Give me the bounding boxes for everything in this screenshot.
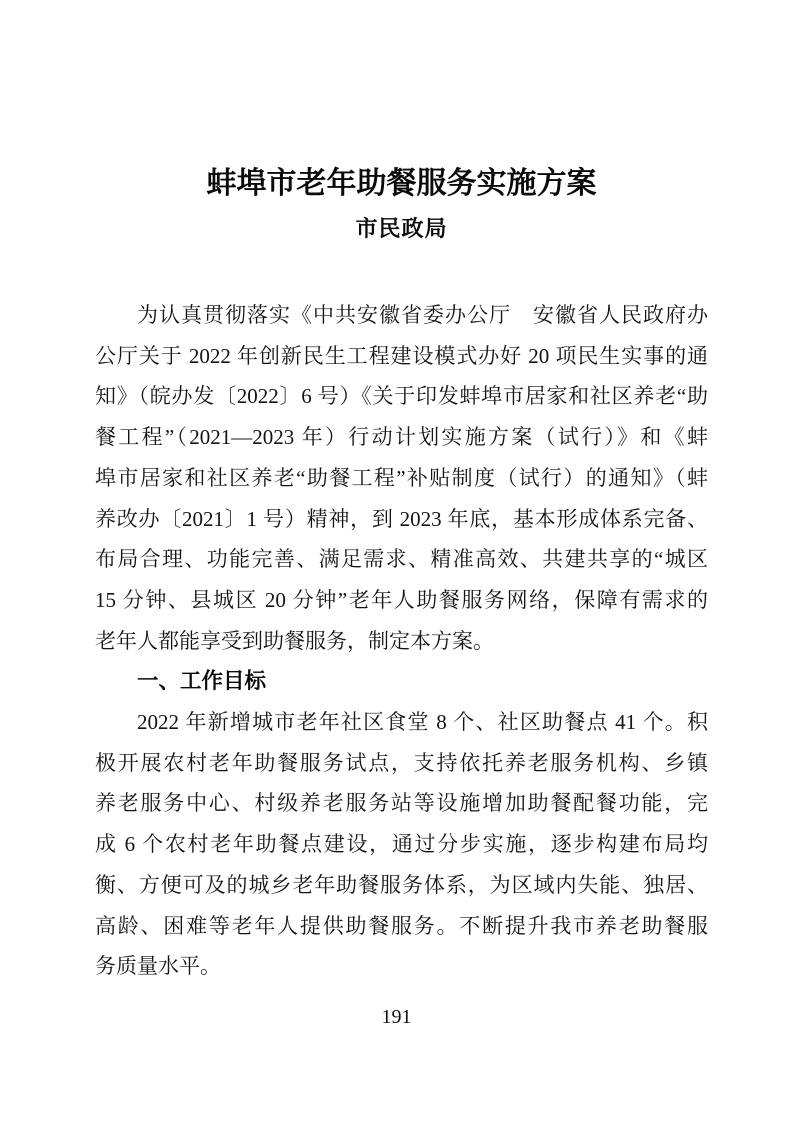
text-line: 养改办〔2021〕1 号）精神，到 2023 年底，基本形成体系完备、 bbox=[95, 506, 708, 531]
text-line: 养老服务中心、村级养老服务站等设施增加助餐配餐功能，完 bbox=[95, 791, 708, 816]
text-line: 餐工程”（2021—2023 年）行动计划实施方案（试行）》和《蚌 bbox=[95, 425, 708, 450]
text-line: 知》（皖办发〔2022〕6 号）《关于印发蚌埠市居家和社区养老“助 bbox=[95, 384, 708, 409]
text-line: 成 6 个农村老年助餐点建设，通过分步实施，逐步构建布局均 bbox=[95, 832, 708, 857]
section-heading-work-goals: 一、工作目标 bbox=[137, 669, 267, 694]
document-author: 市民政局 bbox=[355, 216, 448, 241]
text-line: 布局合理、功能完善、满足需求、精准高效、共建共享的“城区 bbox=[95, 547, 708, 572]
text-line: 2022 年新增城市老年社区食堂 8 个、社区助餐点 41 个。积 bbox=[137, 710, 708, 735]
text-line: 为认真贯彻落实《中共安徽省委办公厅 安徽省人民政府办 bbox=[137, 303, 708, 327]
paragraph-2 bbox=[95, 702, 708, 987]
document-title: 蚌埠市老年助餐服务实施方案 bbox=[206, 167, 597, 200]
text-line: 务质量水平。 bbox=[95, 954, 221, 979]
text-line: 15 分钟、县城区 20 分钟”老年人助餐服务网络，保障有需求的 bbox=[95, 587, 708, 612]
page-number: 191 bbox=[381, 1006, 412, 1028]
paragraph-1 bbox=[95, 295, 708, 661]
document-body bbox=[95, 295, 708, 987]
text-line: 埠市居家和社区养老“助餐工程”补贴制度（试行）的通知》（蚌 bbox=[95, 465, 708, 490]
text-line: 衡、方便可及的城乡老年助餐服务体系，为区域内失能、独居、 bbox=[95, 872, 708, 897]
text-line: 高龄、困难等老年人提供助餐服务。不断提升我市养老助餐服 bbox=[95, 913, 708, 938]
text-line: 公厅关于 2022 年创新民生工程建设模式办好 20 项民生实事的通 bbox=[95, 343, 708, 368]
text-line: 极开展农村老年助餐服务试点，支持依托养老服务机构、乡镇 bbox=[95, 750, 708, 775]
text-line: 老年人都能享受到助餐服务，制定本方案。 bbox=[95, 628, 494, 653]
